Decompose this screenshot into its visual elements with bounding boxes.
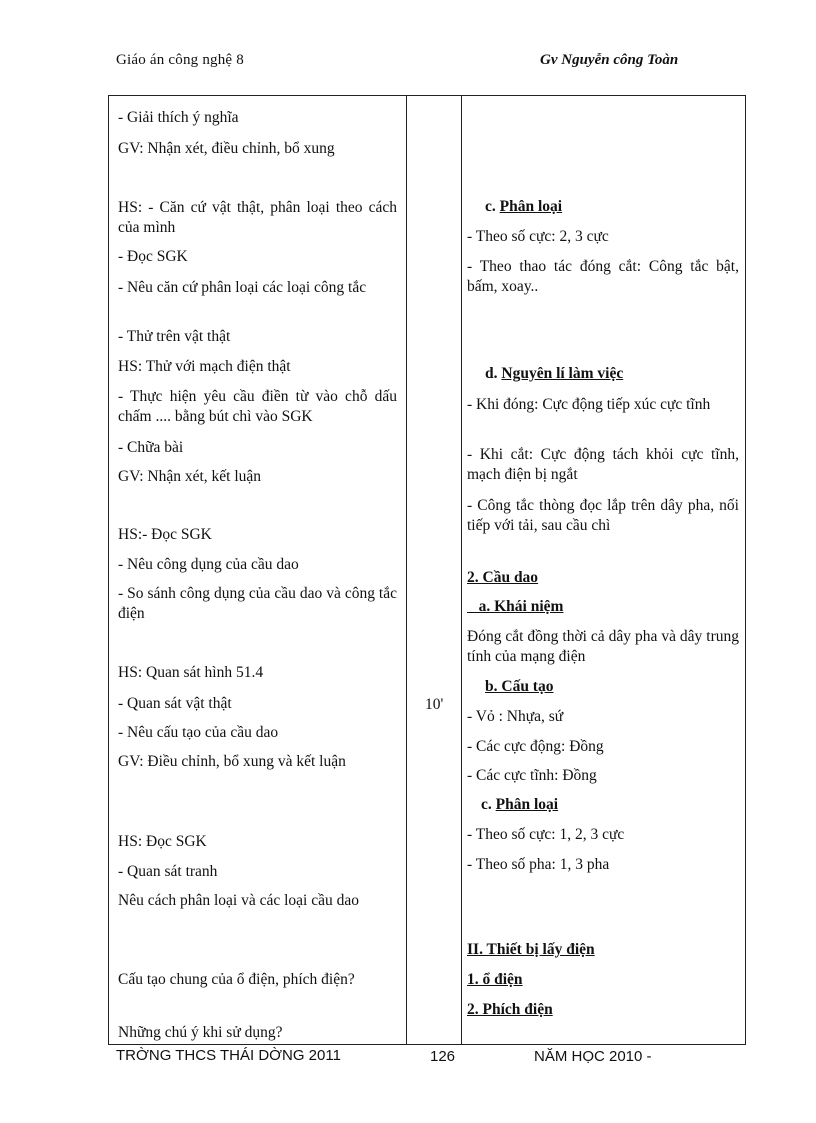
section-heading: 1. ổ điện <box>467 971 523 988</box>
heading-underlined: Phân loại <box>499 198 563 215</box>
activity-line: - Nêu căn cứ phân loại các loại công tắc <box>118 279 367 296</box>
activity-line: - Nêu công dụng của cầu dao <box>118 556 299 573</box>
section-heading: 2. Phích điện <box>467 1001 553 1018</box>
heading-label: d. <box>485 365 502 382</box>
content-line: Đóng cắt đồng thời cả dây pha và dây trung tính của mạng điện <box>467 628 739 665</box>
content-line: - Khi cắt: Cực động tách khỏi cực tĩnh, mạch điện bị ngắt <box>467 446 739 483</box>
activity-line: - Giải thích ý nghĩa <box>118 109 239 126</box>
time-duration: 10' <box>425 696 444 713</box>
content-line: - Các cực tĩnh: Đồng <box>467 767 597 784</box>
section-heading: 2. Cầu dao <box>467 569 539 586</box>
section-heading: II. Thiết bị lấy điện <box>467 941 595 958</box>
content-line: - Công tắc thòng đọc lắp trên dây pha, nối tiếp với tải, sau cầu chì <box>467 497 739 534</box>
activity-line: Cấu tạo chung của ổ điện, phích điện? <box>118 971 355 988</box>
activity-line: HS: - Căn cứ vật thật, phân loại theo cách của mình <box>118 199 397 236</box>
activity-line: - Đọc SGK <box>118 248 188 265</box>
section-heading <box>481 795 558 815</box>
section-heading <box>467 597 563 617</box>
activity-line: - Quan sát vật thật <box>118 695 232 712</box>
activity-line: GV: Nhận xét, điều chỉnh, bổ xung <box>118 140 335 157</box>
activity-line: HS:- Đọc SGK <box>118 526 212 543</box>
content-line: - Khi đóng: Cực động tiếp xúc cực tĩnh <box>467 396 711 413</box>
content-line: - Theo số cực: 2, 3 cực <box>467 228 609 245</box>
content-line: - Theo thao tác đóng cắt: Công tắc bật, bấm, xoay.. <box>467 258 739 295</box>
section-heading <box>485 677 553 697</box>
activity-line: - Thực hiện yêu cầu điền từ vào chỗ dấu chấm .... bằng bút chì vào SGK <box>118 388 397 425</box>
footer-page-number: 126 <box>430 1048 456 1065</box>
activity-line: GV: Điều chỉnh, bổ xung và kết luận <box>118 753 346 770</box>
content-line: - Các cực động: Đồng <box>467 738 604 755</box>
lesson-table <box>108 95 746 1045</box>
page-header-right: Gv Nguyễn công Toàn <box>540 52 679 68</box>
heading-underlined: a. Khái niệm <box>467 598 564 615</box>
footer-school: TRỜNG THCS THÁI DỜNG 2011 <box>116 1047 341 1064</box>
activity-line: HS: Đọc SGK <box>118 833 207 850</box>
column-divider-2 <box>461 96 462 1044</box>
activity-line: Nêu cách phân loại và các loại cầu dao <box>118 892 359 909</box>
activity-line: - So sánh công dụng của cầu dao và công tắc điện <box>118 585 397 622</box>
activity-line: Những chú ý khi sử dụng? <box>118 1024 283 1041</box>
heading-label: c. <box>481 796 496 813</box>
column-divider-1 <box>406 96 407 1044</box>
section-heading <box>485 364 623 384</box>
activity-line: HS: Quan sát hình 51.4 <box>118 664 264 681</box>
heading-underlined: b. Cấu tạo <box>485 678 554 695</box>
activity-line: - Quan sát tranh <box>118 863 218 880</box>
content-line: - Vỏ : Nhựa, sứ <box>467 708 564 725</box>
activity-line: - Thử trên vật thật <box>118 328 231 345</box>
page-header-left: Giáo án công nghệ 8 <box>116 52 244 68</box>
section-heading <box>485 197 562 217</box>
heading-label: c. <box>485 198 500 215</box>
content-line: - Theo số cực: 1, 2, 3 cực <box>467 826 625 843</box>
activity-line: GV: Nhận xét, kết luận <box>118 468 262 485</box>
activity-line: - Chữa bài <box>118 439 184 456</box>
heading-underlined: Nguyên lí làm việc <box>501 365 624 382</box>
activity-line: - Nêu cấu tạo của cầu dao <box>118 724 279 741</box>
heading-underlined: Phân loại <box>495 796 559 813</box>
activity-line: HS: Thử với mạch điện thật <box>118 358 291 375</box>
content-line: - Theo số pha: 1, 3 pha <box>467 856 610 873</box>
footer-school-year: NĂM HỌC 2010 - <box>534 1048 652 1065</box>
